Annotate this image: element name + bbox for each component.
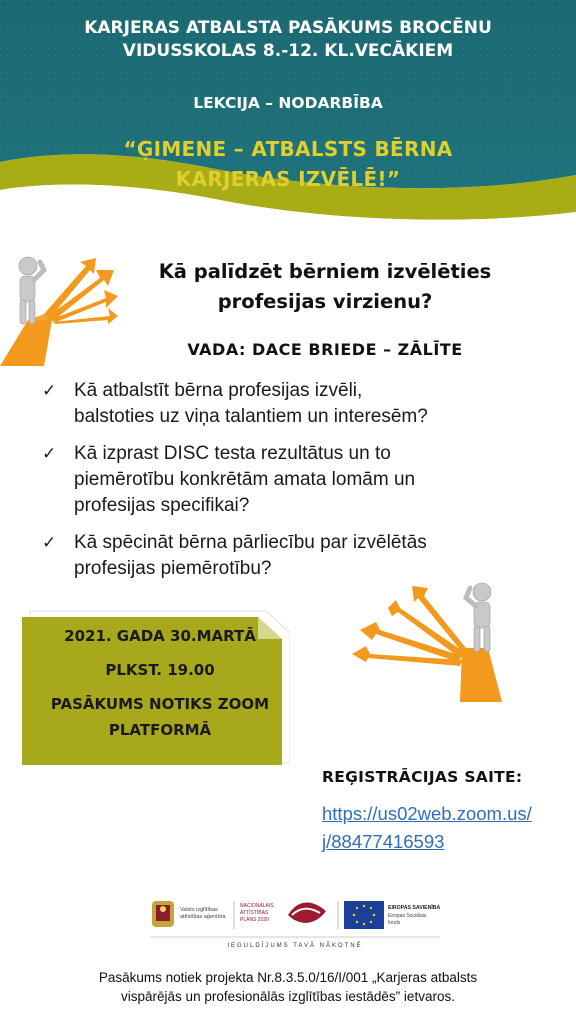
sponsor-logos [140,895,450,955]
slogan-text: IEGULDĪJUMS TAVĀ NĀKOTNĒ [227,943,363,949]
registration-link-line1[interactable]: https://us02web.zoom.us/ [322,803,532,824]
list-item-line: Kā izprast DISC testa rezultātus un to [74,443,391,464]
header-motto [0,134,576,194]
list-item-line: piemērotību konkrētām amata lomām un [74,469,416,490]
agency-text-1: Valsts izglītības [180,907,218,913]
header-subtitle: LEKCIJA – NODARBĪBA [193,94,383,112]
check-icon: ✓ [42,533,57,552]
thinking-person-arrows-illustration-right [350,578,510,706]
check-icon: ✓ [42,381,57,400]
thinking-person-arrows-illustration [0,248,118,366]
check-icon: ✓ [42,444,57,463]
list-item [42,530,562,582]
question-list [42,378,562,593]
event-date: 2021. GADA 30.MARTĀ [64,627,256,645]
lecturer-name: VADA: DACE BRIEDE – ZĀLĪTE [187,340,463,359]
header-motto-line2: KARJERAS IZVĒLĒ!” [175,167,401,191]
footer-note [0,968,576,1006]
header-title-line1: KARJERAS ATBALSTA PASĀKUMS BROCĒNU [84,18,492,38]
main-question-line2: profesijas virzienu? [217,290,433,313]
registration-link[interactable] [322,800,572,856]
event-details [28,623,292,743]
registration-label: REĢISTRĀCIJAS SAITE: [322,768,523,786]
eu-text-2: Eiropas Sociālais [388,913,427,919]
header-motto-line1: “ĢIMENE – ATBALSTS BĒRNA [123,137,453,161]
eu-text-1: EIROPAS SAVIENĪBA [388,905,441,911]
coat-of-arms-icon [152,901,174,927]
header-banner [0,0,576,240]
agency-text-2: attīstības aģentūra [180,914,226,920]
main-question [120,257,530,317]
list-item [42,378,562,430]
list-item-line: Kā atbalstīt bērna profesijas izvēli, [74,380,363,401]
header-title-line2: VIDUSSKOLAS 8.-12. KL.VECĀKIEM [122,41,454,61]
list-item-line: profesijas piemērotību? [74,558,272,579]
header-title [0,17,576,63]
event-details-box [14,603,290,768]
plan-text-2: ATTĪSTĪBAS [240,910,269,916]
list-item [42,441,562,519]
list-item-line: Kā spēcināt bērna pārliecību par izvēlētās [74,532,427,553]
logos-strip [140,895,450,955]
registration-link-line2[interactable]: j/88477416593 [322,831,445,852]
main-question-line1: Kā palīdzēt bērniem izvēlēties [158,260,492,283]
plan-text-1: NACIONĀLAIS [240,903,274,909]
footer-line2: vispārējās un profesionālās izglītības iestādēs” ietvaros. [121,989,455,1004]
list-item-line: balstoties uz viņa talantiem un interesēm? [74,406,428,427]
event-time: PLKST. 19.00 [105,661,215,679]
plan-text-3: PLĀNS 2020 [240,917,269,923]
eu-text-3: fonds [388,920,401,926]
event-place-line2: PLATFORMĀ [108,721,212,739]
footer-line1: Pasākums notiek projekta Nr.8.3.5.0/16/I/001 „Karjeras atbalsts [98,970,478,985]
event-place-line1: PASĀKUMS NOTIKS ZOOM [50,695,270,713]
list-item-line: profesijas specifikai? [74,495,250,516]
